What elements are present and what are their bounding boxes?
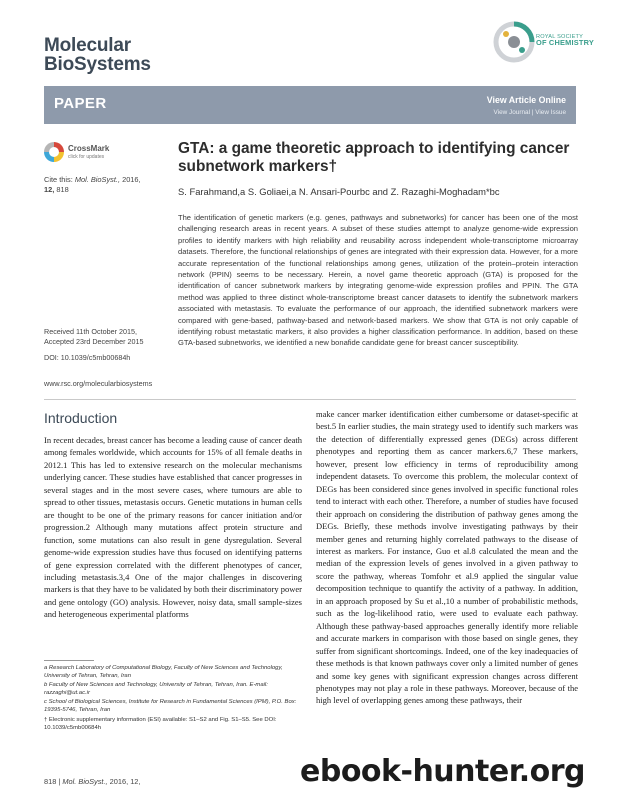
journal-title-line2: BioSystems bbox=[44, 54, 151, 75]
journal-title bbox=[44, 36, 151, 74]
journal-title-line1: Molecular bbox=[44, 35, 131, 56]
body-column-left: In recent decades, breast cancer has become a leading cause of cancer death among females worldwide, which accounts for 15% of all female deaths in 2012.1 This has led to extensive research on the molecular mechanisms underlying cancer. These studies have established that cancer progresses in several stages and in the most severe cases, where tumours are able to spread to other tissues, metastasis occurs. Genetic mutations in human cells are thought to be one of the primary reasons for cancer initiation and/or progression.2 Although many mutations affect protein structure and function, some mutations can also result in gene dysregulation. Several genome-wide expression studies have thus focused on identifying patterns of gene expression correlated with the different phenotypes of cancer, including metastasis.3,4 One of the major challenges in discovering markers is that they have to be validated by both their discriminatory power and gene ontology (GO) analysis. However, noisy data, small sample-sizes and heterogeneous experimental platforms bbox=[44, 435, 302, 620]
download-stamp-wrapper bbox=[4, 560, 14, 570]
article-type-label: PAPER bbox=[54, 95, 107, 112]
publisher-line1: ROYAL SOCIETY bbox=[536, 34, 584, 40]
footer-separator: | bbox=[58, 777, 61, 786]
received-date: Received 11th October 2015, bbox=[44, 327, 137, 336]
footer-journal: Mol. BioSyst., bbox=[62, 777, 108, 786]
footer-citation: 2016, 12, bbox=[109, 777, 141, 786]
view-article-online-link[interactable]: View Article Online bbox=[486, 95, 566, 105]
footnote-a: a Research Laboratory of Computational Biology, Faculty of New Sciences and Technology, University of Tehran, Tehran, Iran bbox=[44, 665, 283, 680]
page-number: 818 bbox=[44, 777, 57, 786]
footnote-b: b Faculty of New Sciences and Technology, University of Tehran, Tehran, Iran. E-mail: razzaghi@ut.ac.ir bbox=[44, 682, 268, 697]
section-divider bbox=[44, 399, 576, 400]
article-history bbox=[44, 327, 174, 346]
author-list: S. Farahmand,a S. Goliaei,a N. Ansari-Pourbc and Z. Razaghi-Moghadam*bc bbox=[178, 186, 500, 197]
publisher-line2: OF CHEMISTRY bbox=[536, 38, 594, 48]
page-footer bbox=[44, 777, 140, 786]
watermark-text: ebook-hunter.org bbox=[300, 754, 585, 789]
crossmark-label: CrossMark bbox=[68, 144, 110, 153]
citation-info bbox=[44, 175, 164, 195]
cite-prefix: Cite this: bbox=[44, 175, 73, 184]
footnote-divider bbox=[44, 660, 94, 661]
cite-volume: 12, bbox=[44, 185, 55, 194]
crossmark-icon bbox=[44, 142, 64, 162]
footnote-esi: † Electronic supplementary information (ESI) available: S1–S2 and Fig. S1–S5. See DOI: 10.1039/c5mb00684h bbox=[44, 716, 277, 731]
crossmark-sub: click for updates bbox=[68, 154, 105, 160]
body-column-right: make cancer marker identification either cumbersome or dataset-specific at best.5 In earlier studies, the main strategy used to identify such markers was the detection of differentially expressed genes (DEGs) across different phenotypes and reporting them as cancer markers.6,7 These markers, however, present low efficiency in terms of reproducibility among independent datasets. To overcome this problem, the molecular context of DEGs has been considered since genes involved in specific functional roles tend to interact with each other. Therefore, a number of studies have focused their approach on considering the distribution of pathway genes among the DEGs. Briefly, these methods involve investigating pathways by their member genes and returning highly correlated pathways to the disease of interest as markers. For instance, Guo et al.8 calculated the mean and the median of the expression levels of genes involved in a given pathway to score the pathway, whereas Tomfohr et al.9 applied the singular value decomposition technique to quantify the activity of a pathway. In addition, in an approach proposed by Su et al.,10 a number of probabilistic methods, such as the log-likelihood ratio, were used to evaluate each pathway. Although these pathway-based approaches generally identify more reliable and accurate markers in comparison with those based on single genes, they suffer from significant shortcomings. Indeed, one of the key inadequacies of these methods is that known pathways cover only a limited number of genes and some key genes with significant expression changes across different phenotypes may not play a role in these pathways. Moreover, because of the high level of overlapping genes among these pathways, their bbox=[316, 409, 578, 706]
abstract: The identification of genetic markers (e.g. genes, pathways and subnetworks) for cancer has been one of the most challenging research areas in recent years. A subset of these studies attempt to analyze genome-wide expression profiles to identify markers with high reliability and reusability across independent whole-transcriptome microarray datasets. Therefore, the functional relationships of genes are integrated with their expression data. However, for a more accurate representation of the functional relationships among genes, utilization of the protein–protein interaction network (PPIN) seems to be necessary. Herein, a novel game theoretic approach (GTA) is proposed for the identification of cancer subnetwork markers by integrating genome-wide expression profiles and PPIN. The GTA method was applied to three distinct whole-transcriptome breast cancer datasets to identify the subnetwork markers associated with metastasis. To evaluate the performance of our approach, the identified subnetwork markers were compared with gene-based, pathway-based and network-based markers. We show that GTA is not only capable of identifying robust metastatic markers, it also provides a higher classification performance. In addition, based on these GTA-based subnetworks, we identified a new bonafide candidate gene for breast cancer susceptibility. bbox=[178, 213, 578, 348]
cite-journal: Mol. BioSyst., bbox=[74, 175, 121, 184]
article-title: GTA: a game theoretic approach to identifying cancer subnetwork markers† bbox=[178, 140, 570, 175]
introduction-heading: Introduction bbox=[44, 410, 118, 426]
cite-page: 818 bbox=[56, 185, 69, 194]
affiliation-footnotes bbox=[44, 664, 306, 733]
cite-year: 2016, bbox=[122, 175, 141, 184]
accepted-date: Accepted 23rd December 2015 bbox=[44, 336, 144, 346]
article-type-banner bbox=[44, 86, 576, 124]
doi-text: DOI: 10.1039/c5mb00684h bbox=[44, 353, 131, 362]
crossmark-badge[interactable] bbox=[44, 142, 134, 164]
footnote-c: c School of Biological Sciences, Institute for Research in Fundamental Sciences (IPM), P.O. Box: 19395-5746, Tehran, Iran bbox=[44, 699, 297, 714]
publisher-name bbox=[536, 34, 594, 47]
journal-issue-links[interactable]: View Journal | View Issue bbox=[493, 109, 566, 116]
journal-website-link[interactable]: www.rsc.org/molecularbiosystems bbox=[44, 379, 153, 388]
